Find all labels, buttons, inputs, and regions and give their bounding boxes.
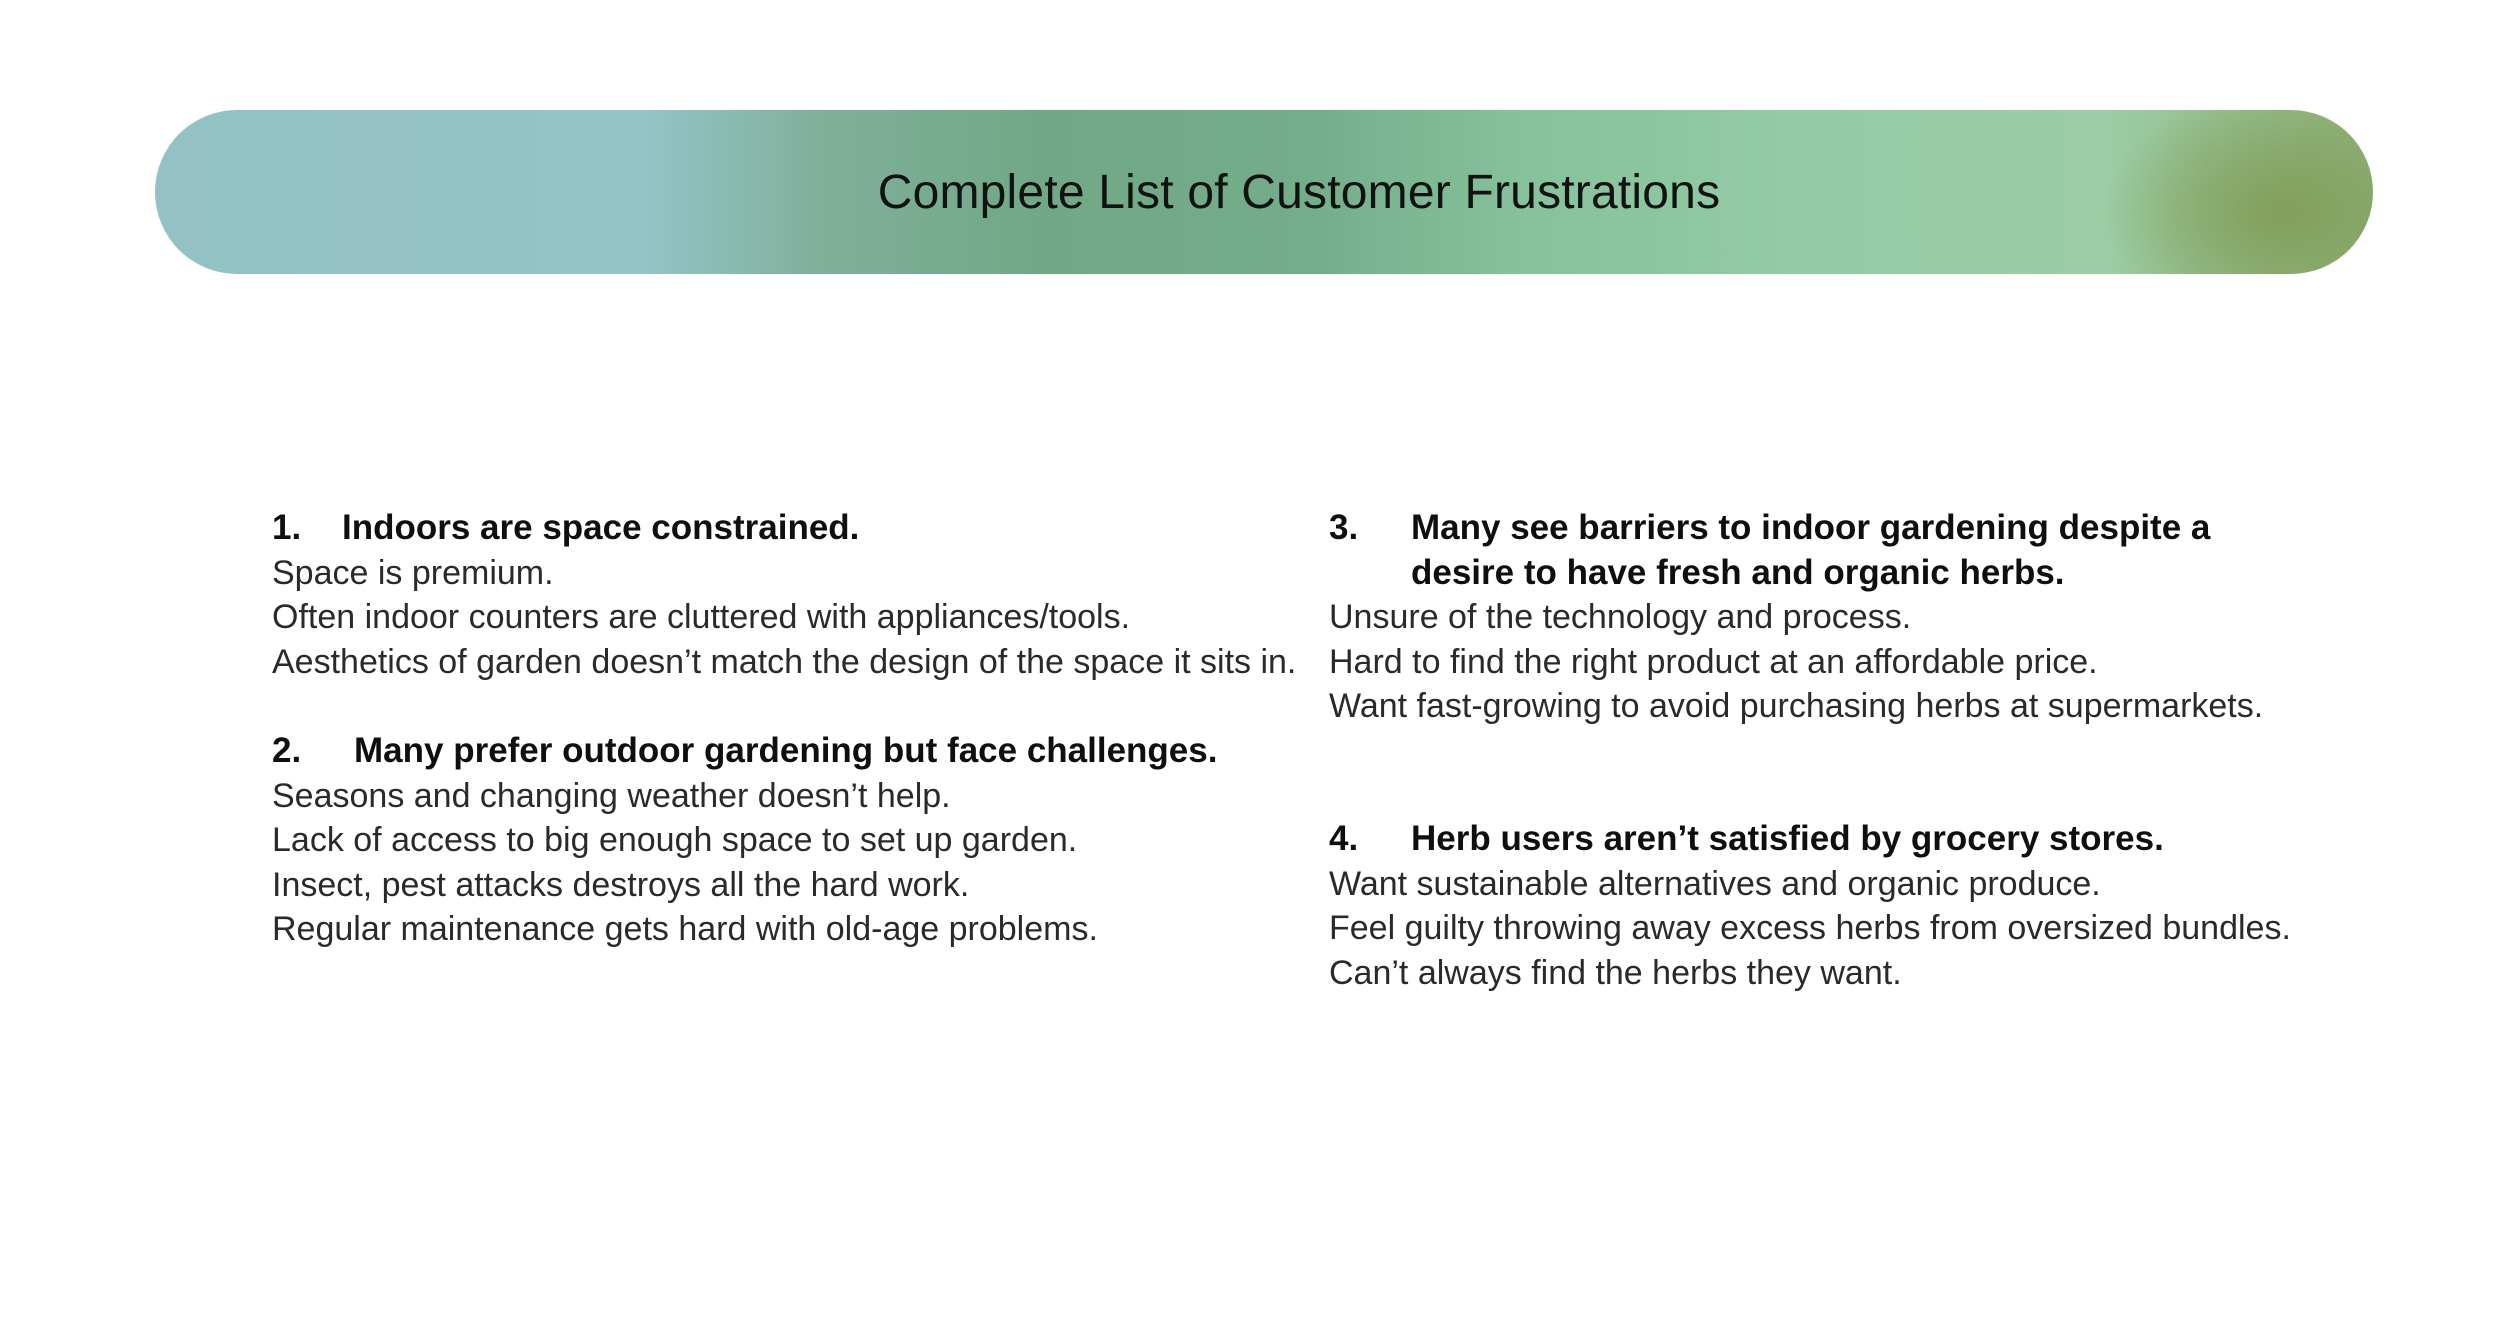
section-number: 1. xyxy=(272,508,302,547)
section-heading-text: Herb users aren’t satisfied by grocery stores. xyxy=(1411,819,2164,858)
section-line: Feel guilty throwing away excess herbs from oversized bundles. xyxy=(1329,909,2291,947)
frustration-section-1 xyxy=(272,506,1296,684)
section-heading-text: Many see barriers to indoor gardening despite a desire to have fresh and organic herbs. xyxy=(1411,508,2211,592)
page-title: Complete List of Customer Frustrations xyxy=(877,165,1721,219)
frustration-section-3 xyxy=(1329,506,2263,729)
frustration-section-4 xyxy=(1329,817,2291,995)
section-number: 4. xyxy=(1329,819,1359,858)
section-heading xyxy=(1329,817,2291,862)
section-line: Can’t always find the herbs they want. xyxy=(1329,953,1902,992)
title-banner xyxy=(155,110,2373,274)
section-line: Want fast-growing to avoid purchasing herbs at supermarkets. xyxy=(1329,687,2264,725)
section-number: 3. xyxy=(1329,508,1359,547)
section-line: Space is premium. xyxy=(272,553,554,592)
frustration-section-2 xyxy=(272,729,1217,952)
section-line: Regular maintenance gets hard with old-age problems. xyxy=(272,910,1098,948)
section-line: Often indoor counters are cluttered with appliances/tools. xyxy=(272,598,1131,636)
section-heading xyxy=(272,506,1296,551)
section-line: Lack of access to big enough space to set up garden. xyxy=(272,821,1078,859)
section-heading-text: Indoors are space constrained. xyxy=(342,508,860,547)
section-line: Want sustainable alternatives and organic produce. xyxy=(1329,864,2101,903)
section-line: Unsure of the technology and process. xyxy=(1329,598,1912,636)
section-number: 2. xyxy=(272,731,302,770)
section-heading xyxy=(1329,506,2263,595)
section-line: Aesthetics of garden doesn’t match the design of the space it sits in. xyxy=(272,642,1297,681)
section-line: Insect, pest attacks destroys all the hard work. xyxy=(272,865,970,904)
section-line: Seasons and changing weather doesn’t help. xyxy=(272,776,951,815)
section-heading-text: Many prefer outdoor gardening but face challenges. xyxy=(354,731,1218,770)
section-heading xyxy=(272,729,1217,774)
section-line: Hard to find the right product at an affordable price. xyxy=(1329,642,2098,681)
